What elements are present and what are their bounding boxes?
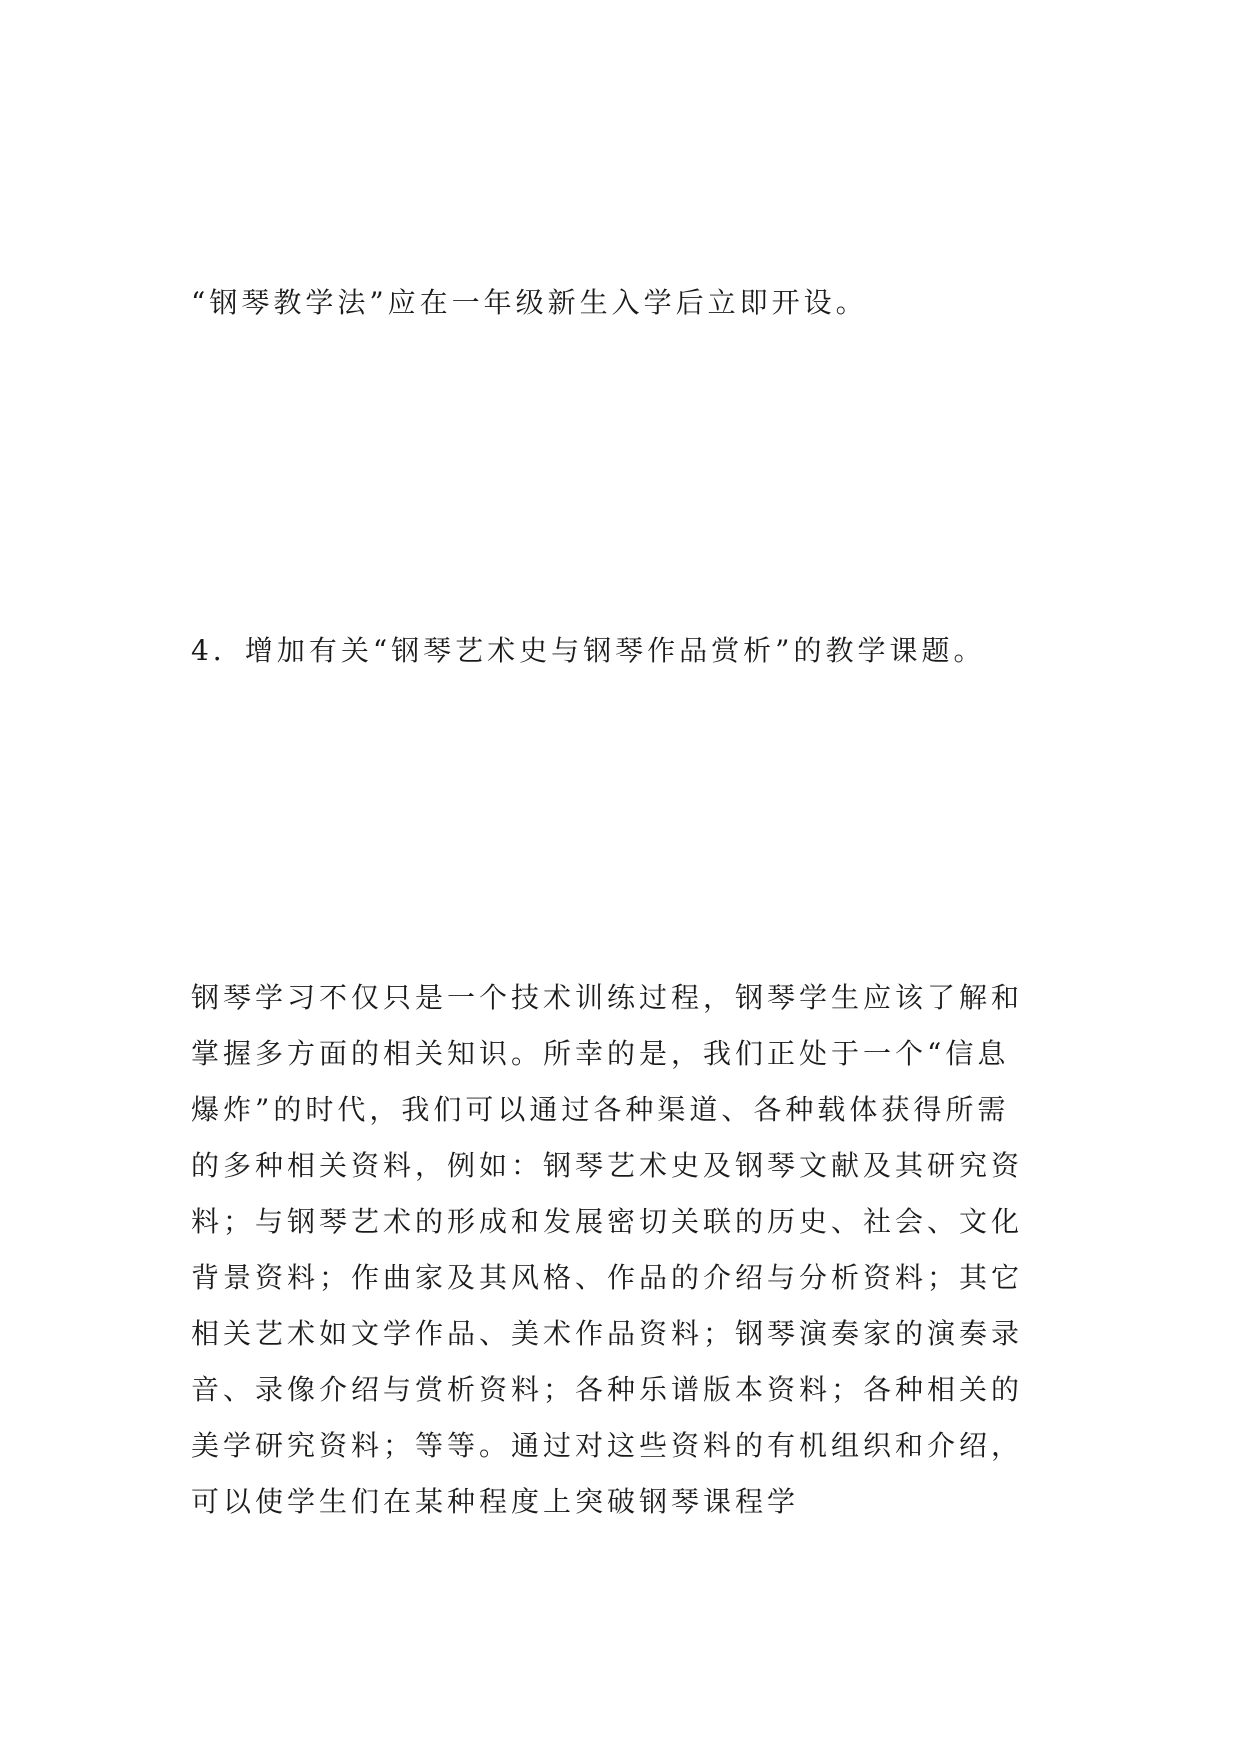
text-line: 背景资料；作曲家及其风格、作品的介绍与分析资料；其它 — [191, 1261, 1024, 1294]
paragraph-item-4-heading — [191, 623, 1071, 679]
paragraph-piano-pedagogy-timing — [191, 275, 1071, 331]
text-line: 的多种相关资料，例如：钢琴艺术史及钢琴文献及其研究资 — [191, 1149, 1024, 1182]
text-line: 爆炸”的时代，我们可以通过各种渠道、各种载体获得所需 — [191, 1093, 1010, 1126]
text-line: 相关艺术如文学作品、美术作品资料；钢琴演奏家的演奏录 — [191, 1317, 1024, 1350]
text-line: “钢琴教学法”应在一年级新生入学后立即开设。 — [191, 286, 868, 319]
text-line: 音、录像介绍与赏析资料；各种乐谱版本资料；各种相关的 — [191, 1373, 1024, 1406]
text-line: 钢琴学习不仅只是一个技术训练过程，钢琴学生应该了解和 — [191, 981, 1024, 1014]
paragraph-piano-learning-resources — [191, 970, 1071, 1530]
text-line: 掌握多方面的相关知识。所幸的是，我们正处于一个“信息 — [191, 1037, 1010, 1070]
text-line: 美学研究资料；等等。通过对这些资料的有机组织和介绍， — [191, 1429, 1024, 1462]
text-line: 料；与钢琴艺术的形成和发展密切关联的历史、社会、文化 — [191, 1205, 1024, 1238]
text-line: 可以使学生们在某种程度上突破钢琴课程学 — [191, 1485, 800, 1518]
text-line: 4．增加有关“钢琴艺术史与钢琴作品赏析”的教学课题。 — [191, 634, 986, 667]
